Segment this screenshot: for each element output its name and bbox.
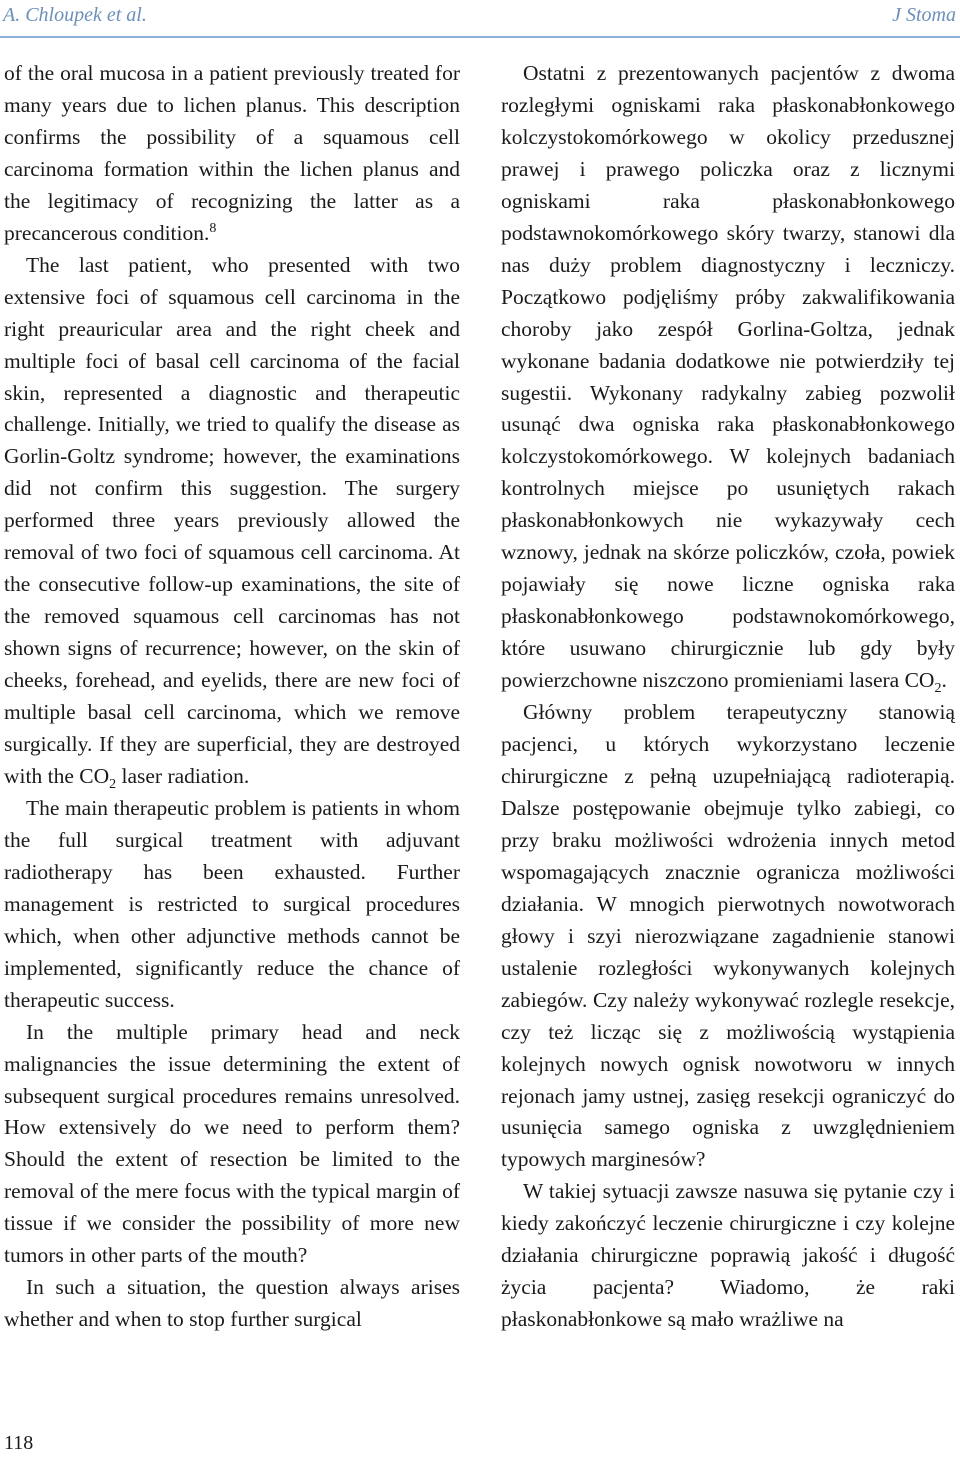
subscript: 2 [934, 681, 942, 697]
paragraph: In such a situation, the question always arises whether and when to stop further surgical [4, 1275, 460, 1332]
subscript: 2 [109, 776, 117, 792]
paragraph: of the oral mucosa in a patient previously treated for many years due to lichen planus. This description confirms the possibility of a squamous cell carcinoma formation within the lichen planus and the legitimacy of recognizing the latter as a precancerous condition.$^8$ [4, 61, 460, 245]
header-rule [0, 36, 960, 38]
paragraph: W takiej sytuacji zawsze nasuwa się pytanie czy i kiedy zakończyć leczenie chirurgiczne i czy kolejne działania chirurgiczne poprawią jakość i długość życia pacjenta? Wiadomo, że raki płaskonabłonkowe są mało wrażliwe na [501, 1179, 955, 1332]
citation-ref: 8 [209, 220, 217, 236]
paragraph: Ostatni z prezentowanych pacjentów z dwoma rozległymi ogniskami raka płaskonabłonkowego kolczystokomórkowego w okolicy przedusznej prawej i prawego policzka oraz z licznymi ogniskami raka płaskonabłonkowego podstawnokomórkowego skóry twarzy, stanowi dla nas duży problem diagnostyczny i leczniczy. Początkowo podjęliśmy próby zakwalifikowania choroby jako zespół Gorlina-Goltza, jednak wykonane badania dodatkowe nie potwierdziły tej sugestii. Wykonany radykalny zabieg pozwolił usunąć dwa ogniska raka płaskonabłonkowego kolczystokomórkowego. W kolejnych badaniach kontrolnych miejsce po usuniętych rakach płaskonabłonkowych nie wykazywały cech wznowy, jednak na skórze policzków, czoła, powiek pojawiały się nowe liczne ogniska raka płaskonabłonkowego podstawnokomórkowego, które usuwano chirurgicznie lub gdy były powierzchowne niszczono promieniami lasera $CO_2$. [501, 61, 955, 697]
polish-column [501, 58, 955, 1336]
paragraph: The last patient, who presented with two extensive foci of squamous cell carcinoma in the right preauricular area and the right cheek and multiple foci of basal cell carcinoma of the facial skin, represented a diagnostic and therapeutic challenge. Initially, we tried to qualify the disease as Gorlin-Goltz syndrome; however, the examinations did not confirm this suggestion. The surgery performed three years previously allowed the removal of two foci of squamous cell carcinoma. At the consecutive follow-up examinations, the site of the removed squamous cell carcinomas has not shown signs of recurrence; however, on the skin of cheeks, forehead, and eyelids, there are new foci of multiple basal cell carcinoma, which we remove surgically. If they are superficial, they are destroyed with the $CO_2$ laser radiation. [4, 252, 460, 792]
header-journal: J Stoma [892, 4, 956, 26]
english-column [4, 58, 460, 1336]
running-header [0, 0, 960, 38]
paragraph: Główny problem terapeutyczny stanowią pacjenci, u których wykorzystano leczenie chirurgiczne z pełną uzupełniającą radioterapią. Dalsze postępowanie obejmuje tylko zabiegi, co przy braku możliwości wdrożenia innych metod wspomagających znacznie ogranicza możliwości działania. W mnogich pierwotnych nowotworach głowy i szyi nierozwiązane zagadnienie stanowi ustalenie rozległości wykonywanych kolejnych zabiegów. Czy należy wykonywać rozlegle resekcje, czy też licząc się z możliwością wystąpienia kolejnych nowych ognisk nowotworu w innych rejonach jamy ustnej, zasięg resekcji ograniczyć do usunięcia samego ogniska z uwzględnieniem typowych marginesów? [501, 700, 955, 1172]
paragraph: In the multiple primary head and neck malignancies the issue determining the extent of subsequent surgical procedures remains unresolved. How extensively do we need to perform them? Should the extent of resection be limited to the removal of the mere focus with the typical margin of tissue if we consider the possibility of more new tumors in other parts of the mouth? [4, 1019, 460, 1268]
page-number: 118 [4, 1432, 34, 1454]
paragraph: The main therapeutic problem is patients in whom the full surgical treatment with adjuvant radiotherapy has been exhausted. Further management is restricted to surgical procedures which, when other adjunctive methods cannot be implemented, significantly reduce the chance of therapeutic success. [4, 795, 460, 1012]
header-authors: A. Chloupek et al. [3, 4, 147, 26]
